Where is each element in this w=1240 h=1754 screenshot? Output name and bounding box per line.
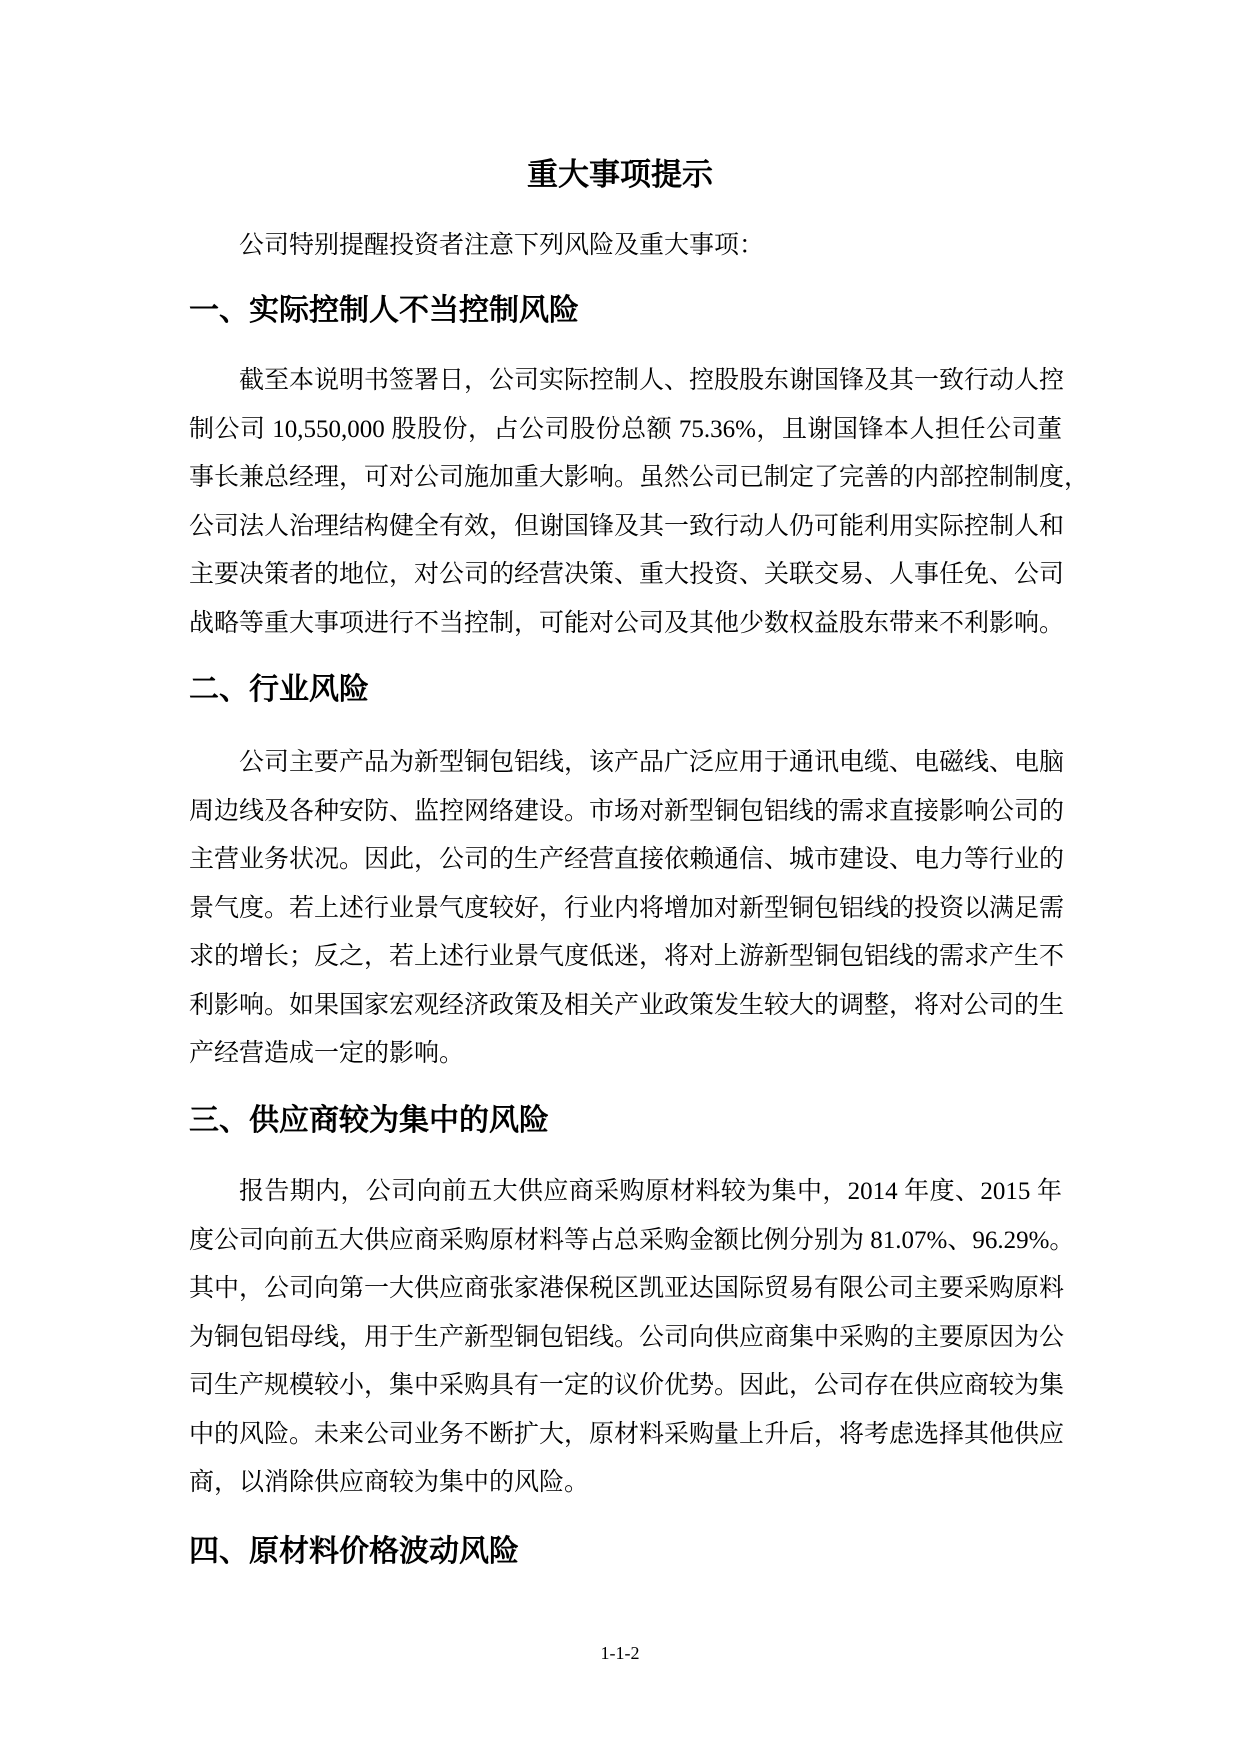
- intro-text: 公司特别提醒投资者注意下列风险及重大事项：: [239, 232, 765, 259]
- paragraph-line: 景气度。若上述行业景气度较好，行业内将增加对新型铜包铝线的投资以满足需: [189, 894, 1065, 922]
- page-number: 1-1-2: [600, 1643, 640, 1663]
- paragraph-line: 为铜包铝母线，用于生产新型铜包铝线。公司向供应商集中采购的主要原因为公: [189, 1323, 1065, 1351]
- paragraph-line: 求的增长；反之，若上述行业景气度低迷，将对上游新型铜包铝线的需求产生不: [189, 943, 1065, 970]
- section-paragraph-2: [189, 739, 1065, 1079]
- paragraph-line: 事长兼总经理，可对公司施加重大影响。虽然公司已制定了完善的内部控制制度，: [189, 464, 1090, 491]
- paragraph-line: 主要决策者的地位，对公司的经营决策、重大投资、关联交易、人事任免、公司: [189, 561, 1065, 588]
- paragraph-line: 制公司 10,550,000 股股份，占公司股份总额 75.36%，且谢国锋本人担任公司董: [189, 415, 1062, 443]
- section-paragraph-3: [189, 1168, 1075, 1508]
- section-heading-1: 一、实际控制人不当控制风险: [189, 294, 579, 327]
- paragraph-line: 周边线及各种安防、监控网络建设。市场对新型铜包铝线的需求直接影响公司的: [189, 797, 1065, 825]
- paragraph-line: 报告期内，公司向前五大供应商采购原材料较为集中，2014 年度、2015 年: [239, 1178, 1062, 1205]
- section-heading-4: 四、原材料价格波动风险: [189, 1535, 519, 1568]
- paragraph-line: 利影响。如果国家宏观经济政策及相关产业政策发生较大的调整，将对公司的生: [189, 991, 1065, 1019]
- paragraph-line: 公司主要产品为新型铜包铝线，该产品广泛应用于通讯电缆、电磁线、电脑: [239, 749, 1065, 776]
- page-title: 重大事项提示: [527, 157, 713, 192]
- paragraph-line: 中的风险。未来公司业务不断扩大，原材料采购量上升后，将考虑选择其他供应: [189, 1420, 1065, 1448]
- paragraph-line: 商，以消除供应商较为集中的风险。: [189, 1469, 590, 1496]
- paragraph-line: 战略等重大事项进行不当控制，可能对公司及其他少数权益股东带来不利影响。: [189, 609, 1065, 637]
- paragraph-line: 司生产规模较小，集中采购具有一定的议价优势。因此，公司存在供应商较为集: [189, 1372, 1065, 1399]
- paragraph-line: 度公司向前五大供应商采购原材料等占总采购金额比例分别为 81.07%、96.29%。: [189, 1226, 1075, 1254]
- section-heading-3: 三、供应商较为集中的风险: [189, 1104, 549, 1137]
- paragraph-line: 公司法人治理结构健全有效，但谢国锋及其一致行动人仍可能利用实际控制人和: [189, 512, 1065, 540]
- paragraph-line: 主营业务状况。因此，公司的生产经营直接依赖通信、城市建设、电力等行业的: [189, 846, 1065, 873]
- paragraph-line: 截至本说明书签署日，公司实际控制人、控股股东谢国锋及其一致行动人控: [239, 367, 1065, 394]
- section-heading-2: 二、行业风险: [189, 673, 369, 706]
- section-paragraph-1: [189, 357, 1090, 648]
- paragraph-line: 其中，公司向第一大供应商张家港保税区凯亚达国际贸易有限公司主要采购原料: [189, 1275, 1065, 1302]
- paragraph-line: 产经营造成一定的影响。: [189, 1040, 465, 1067]
